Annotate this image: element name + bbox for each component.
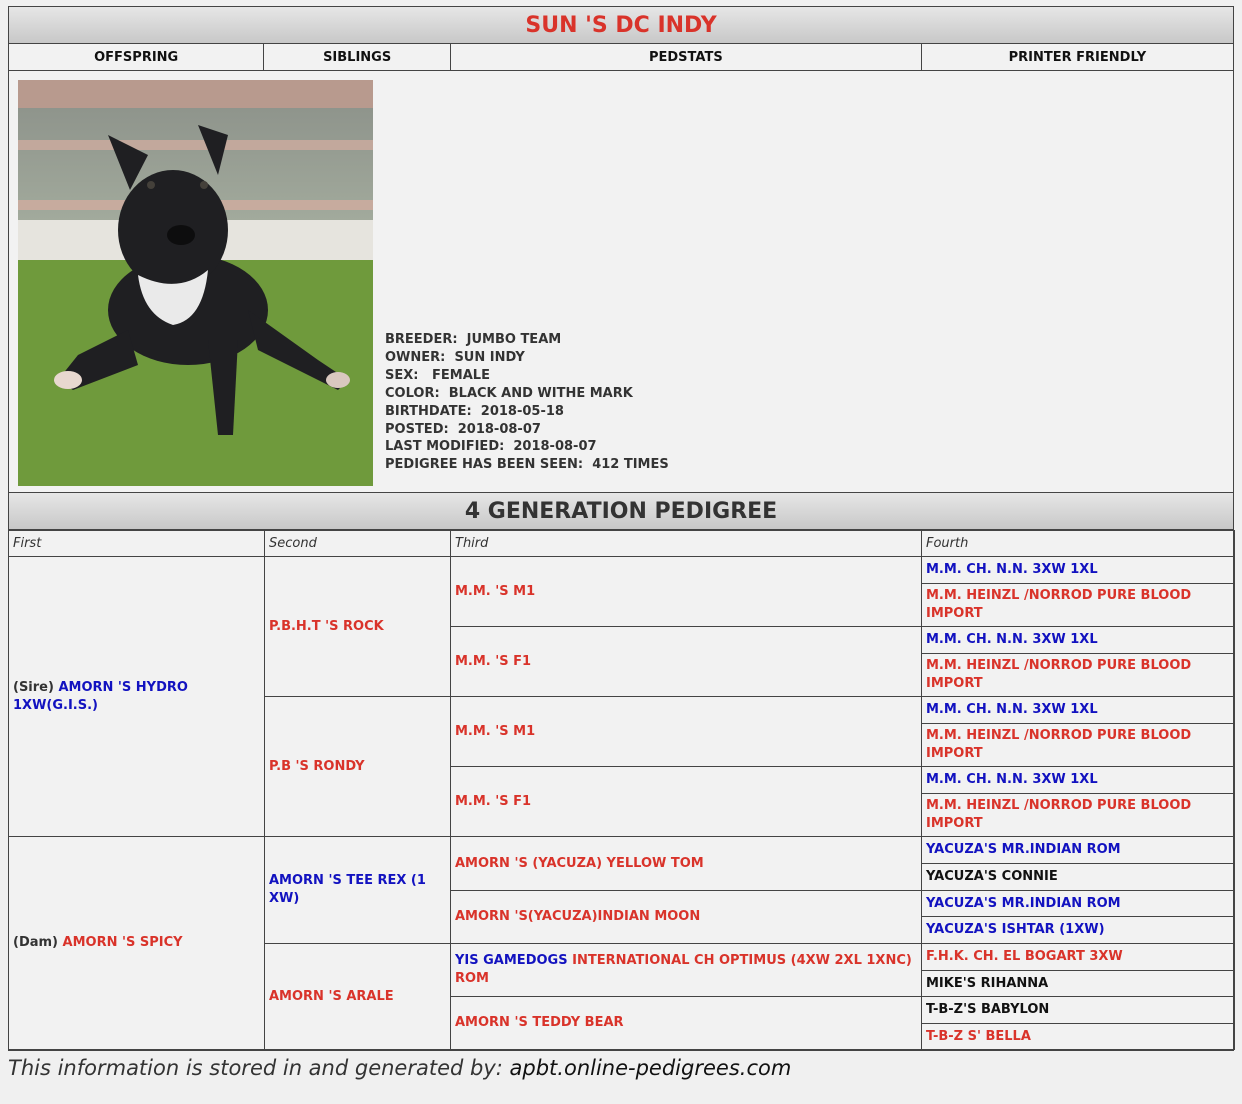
- pedigree-title: 4 GENERATION PEDIGREE: [464, 498, 778, 524]
- third-gen-7: [451, 944, 922, 997]
- owner-value: SUN INDY: [454, 349, 525, 365]
- nav-offspring[interactable]: OFFSPRING: [9, 44, 264, 70]
- fourth-gen-16[interactable]: T-B-Z S' BELLA: [922, 1024, 1235, 1050]
- fourth-gen-15[interactable]: T-B-Z'S BABYLON: [922, 997, 1235, 1024]
- dog-details: [385, 331, 669, 474]
- fourth-gen-12[interactable]: YACUZA'S ISHTAR (1XW): [922, 917, 1235, 944]
- third-gen-1[interactable]: M.M. 'S M1: [451, 557, 922, 627]
- sire-cell: [9, 557, 265, 837]
- column-third: Third: [451, 531, 922, 557]
- column-fourth: Fourth: [922, 531, 1235, 557]
- fourth-gen-13[interactable]: F.H.K. CH. EL BOGART 3XW: [922, 944, 1235, 971]
- third-gen-4[interactable]: M.M. 'S F1: [451, 767, 922, 837]
- nav-bar: [9, 44, 1233, 71]
- fourth-gen-14[interactable]: MIKE'S RIHANNA: [922, 971, 1235, 997]
- third-gen-2[interactable]: M.M. 'S F1: [451, 627, 922, 697]
- dam-prefix: (Dam): [13, 935, 58, 950]
- owner-label: OWNER:: [385, 349, 446, 365]
- footer-site-link[interactable]: apbt.online-pedigrees.com: [509, 1056, 792, 1080]
- fourth-gen-9[interactable]: YACUZA'S MR.INDIAN ROM: [922, 837, 1235, 864]
- third-gen-7-kennel[interactable]: YIS GAMEDOGS: [455, 953, 568, 968]
- footer-text: This information is stored in and generated by:: [8, 1056, 503, 1080]
- sex-label: SEX:: [385, 367, 419, 383]
- nav-printer-friendly[interactable]: PRINTER FRIENDLY: [1008, 49, 1147, 65]
- dam-cell: [9, 837, 265, 1050]
- fourth-gen-10[interactable]: YACUZA'S CONNIE: [922, 864, 1235, 891]
- fourth-gen-2[interactable]: M.M. HEINZL /NORROD PURE BLOOD IMPORT: [922, 584, 1235, 627]
- pedigree-column-headers: [9, 531, 1235, 557]
- sex-value: FEMALE: [432, 367, 490, 383]
- fourth-gen-6[interactable]: M.M. HEINZL /NORROD PURE BLOOD IMPORT: [922, 724, 1235, 767]
- dam-link[interactable]: AMORN 'S SPICY: [62, 935, 183, 950]
- fourth-gen-4[interactable]: M.M. HEINZL /NORROD PURE BLOOD IMPORT: [922, 654, 1235, 697]
- dog-name: SUN 'S DC INDY: [525, 12, 717, 38]
- modified-value: 2018-08-07: [513, 439, 597, 455]
- fourth-gen-3[interactable]: M.M. CH. N.N. 3XW 1XL: [922, 627, 1235, 654]
- third-gen-5[interactable]: AMORN 'S (YACUZA) YELLOW TOM: [451, 837, 922, 891]
- fourth-gen-11[interactable]: YACUZA'S MR.INDIAN ROM: [922, 891, 1235, 917]
- sire-prefix: (Sire): [13, 679, 54, 695]
- breeder-value: JUMBO TEAM: [466, 332, 562, 347]
- dog-name-header: [9, 7, 1233, 44]
- column-second: Second: [265, 531, 451, 557]
- fourth-gen-7[interactable]: M.M. CH. N.N. 3XW 1XL: [922, 767, 1235, 794]
- dog-photo: [18, 80, 373, 486]
- posted-value: 2018-08-07: [457, 421, 541, 437]
- pedigree-header: [9, 493, 1233, 530]
- birthdate-label: BIRTHDATE:: [385, 403, 472, 419]
- third-gen-3[interactable]: M.M. 'S M1: [451, 697, 922, 767]
- third-gen-7-name[interactable]: INTERNATIONAL CH OPTIMUS (4XW 2XL 1XNC) ROM: [455, 953, 912, 986]
- third-gen-8[interactable]: AMORN 'S TEDDY BEAR: [451, 997, 922, 1050]
- pedigree-table: [8, 530, 1235, 1050]
- birthdate-value: 2018-05-18: [480, 403, 564, 419]
- footer-credit: [8, 1056, 791, 1080]
- nav-pedstats[interactable]: PEDSTATS: [451, 44, 922, 70]
- second-gen-2[interactable]: P.B 'S RONDY: [265, 697, 451, 837]
- dog-info-panel: [9, 71, 1233, 493]
- seen-value: 412 TIMES: [592, 457, 669, 473]
- fourth-gen-5[interactable]: M.M. CH. N.N. 3XW 1XL: [922, 697, 1235, 724]
- seen-label: PEDIGREE HAS BEEN SEEN:: [385, 457, 584, 473]
- modified-label: LAST MODIFIED:: [385, 439, 505, 455]
- posted-label: POSTED:: [385, 421, 449, 437]
- second-gen-3[interactable]: AMORN 'S TEE REX (1 XW): [265, 837, 451, 944]
- pedigree-page: [8, 6, 1234, 1051]
- color-label: COLOR:: [385, 385, 440, 401]
- breeder-label: BREEDER:: [385, 332, 458, 347]
- second-gen-1[interactable]: P.B.H.T 'S ROCK: [265, 557, 451, 697]
- color-value: BLACK AND WITHE MARK: [448, 385, 633, 401]
- fourth-gen-1[interactable]: M.M. CH. N.N. 3XW 1XL: [922, 557, 1235, 584]
- sire-link[interactable]: AMORN 'S HYDRO 1XW(G.I.S.): [13, 679, 188, 713]
- column-first: First: [9, 531, 265, 557]
- second-gen-4[interactable]: AMORN 'S ARALE: [265, 944, 451, 1050]
- third-gen-6[interactable]: AMORN 'S(YACUZA)INDIAN MOON: [451, 891, 922, 944]
- fourth-gen-8[interactable]: M.M. HEINZL /NORROD PURE BLOOD IMPORT: [922, 794, 1235, 837]
- nav-siblings[interactable]: SIBLINGS: [264, 44, 451, 70]
